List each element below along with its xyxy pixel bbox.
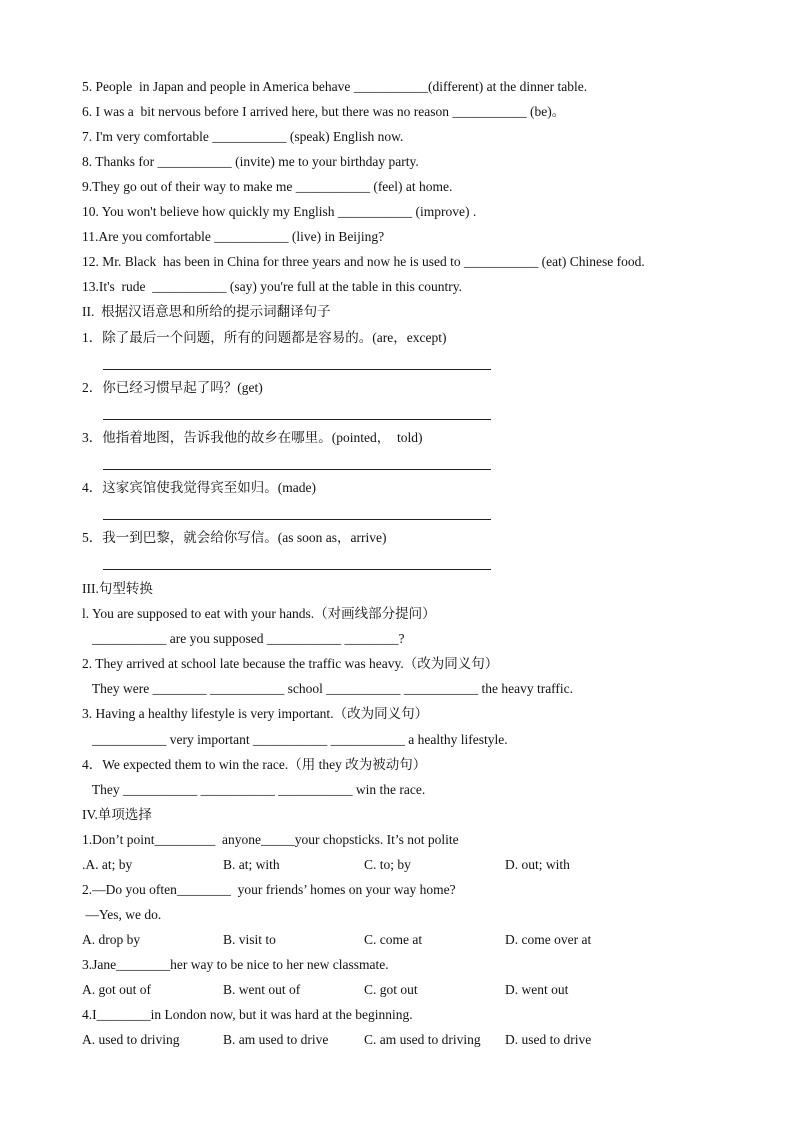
section-2-heading: II. 根据汉语意思和所给的提示词翻译句子 (82, 304, 331, 319)
choice-question-2-reply: —Yes, we do. (82, 907, 162, 922)
translate-item-3: 3．他指着地图，告诉我他的故乡在哪里。(pointed， told) (82, 430, 423, 445)
fill-item-6: 6. I was a bit nervous before I arrived here, but there was no reason ___________ (be)。 (82, 104, 566, 119)
section-4-heading: IV.单项选择 (82, 807, 152, 822)
option-a: .A. at; by (82, 857, 133, 872)
choice-question-3: 3.Jane________her way to be nice to her new classmate. (82, 957, 389, 972)
translate-item-1: 1．除了最后一个问题，所有的问题都是容易的。(are，except) (82, 330, 447, 345)
answer-line-3 (103, 469, 491, 470)
answer-line-1 (103, 369, 491, 370)
answer-line-5 (103, 569, 491, 570)
translate-item-4: 4．这家宾馆使我觉得宾至如归。(made) (82, 480, 316, 495)
fill-item-10: 10. You won't believe how quickly my English ___________ (improve) . (82, 204, 477, 219)
option-c: C. am used to driving (364, 1032, 481, 1047)
fill-item-11: 11.Are you comfortable ___________ (live) in Beijing? (82, 229, 385, 244)
fill-item-9: 9.They go out of their way to make me ___________ (feel) at home. (82, 179, 453, 194)
option-d: D. went out (505, 982, 569, 997)
option-b: B. went out of (223, 982, 301, 997)
fill-item-13: 13.It's rude ___________ (say) you're full at the table in this country. (82, 279, 463, 294)
option-b: B. am used to drive (223, 1032, 329, 1047)
transform-answer-4: They ___________ ___________ ___________ win the race. (82, 782, 426, 797)
option-c: C. come at (364, 932, 423, 947)
option-d: D. out; with (505, 857, 570, 872)
fill-item-8: 8. Thanks for ___________ (invite) me to your birthday party. (82, 154, 419, 169)
transform-item-4: 4．We expected them to win the race.（用 they 改为被动句） (82, 757, 427, 772)
choice-options-3 (0, 981, 800, 999)
fill-item-12: 12. Mr. Black has been in China for three years and now he is used to ___________ (eat) Chinese food. (82, 254, 645, 269)
transform-answer-1: ___________ are you supposed ___________ ________? (82, 631, 405, 646)
answer-line-4 (103, 519, 491, 520)
option-c: C. to; by (364, 857, 411, 872)
choice-question-4: 4.I________in London now, but it was hard at the beginning. (82, 1007, 413, 1022)
option-a: A. got out of (82, 982, 151, 997)
option-c: C. got out (364, 982, 418, 997)
fill-item-7: 7. I'm very comfortable ___________ (speak) English now. (82, 129, 404, 144)
transform-item-2: 2. They arrived at school late because the traffic was heavy.（改为同义句） (82, 656, 499, 671)
choice-options-2 (0, 931, 800, 949)
option-b: B. visit to (223, 932, 276, 947)
transform-item-1: l. You are supposed to eat with your hands.（对画线部分提问） (82, 606, 436, 621)
choice-question-2: 2.—Do you often________ your friends’ homes on your way home? (82, 882, 456, 897)
choice-question-1: 1.Don’t point_________ anyone_____your chopsticks. It’s not polite (82, 832, 459, 847)
option-a: A. used to driving (82, 1032, 180, 1047)
choice-options-4 (0, 1031, 800, 1049)
transform-item-3: 3. Having a healthy lifestyle is very important.（改为同义句） (82, 706, 429, 721)
option-a: A. drop by (82, 932, 141, 947)
choice-options-1 (0, 856, 800, 874)
option-b: B. at; with (223, 857, 280, 872)
translate-item-2: 2．你已经习惯早起了吗？(get) (82, 380, 263, 395)
answer-line-2 (103, 419, 491, 420)
transform-answer-3: ___________ very important ___________ ___________ a healthy lifestyle. (82, 732, 508, 747)
section-3-heading: III.句型转换 (82, 581, 153, 596)
fill-item-5: 5. People in Japan and people in America behave ___________(different) at the dinner table. (82, 79, 588, 94)
translate-item-5: 5．我一到巴黎，就会给你写信。(as soon as，arrive) (82, 530, 387, 545)
transform-answer-2: They were ________ ___________ school ___________ ___________ the heavy traffic. (82, 681, 574, 696)
option-d: D. come over at (505, 932, 592, 947)
option-d: D. used to drive (505, 1032, 592, 1047)
